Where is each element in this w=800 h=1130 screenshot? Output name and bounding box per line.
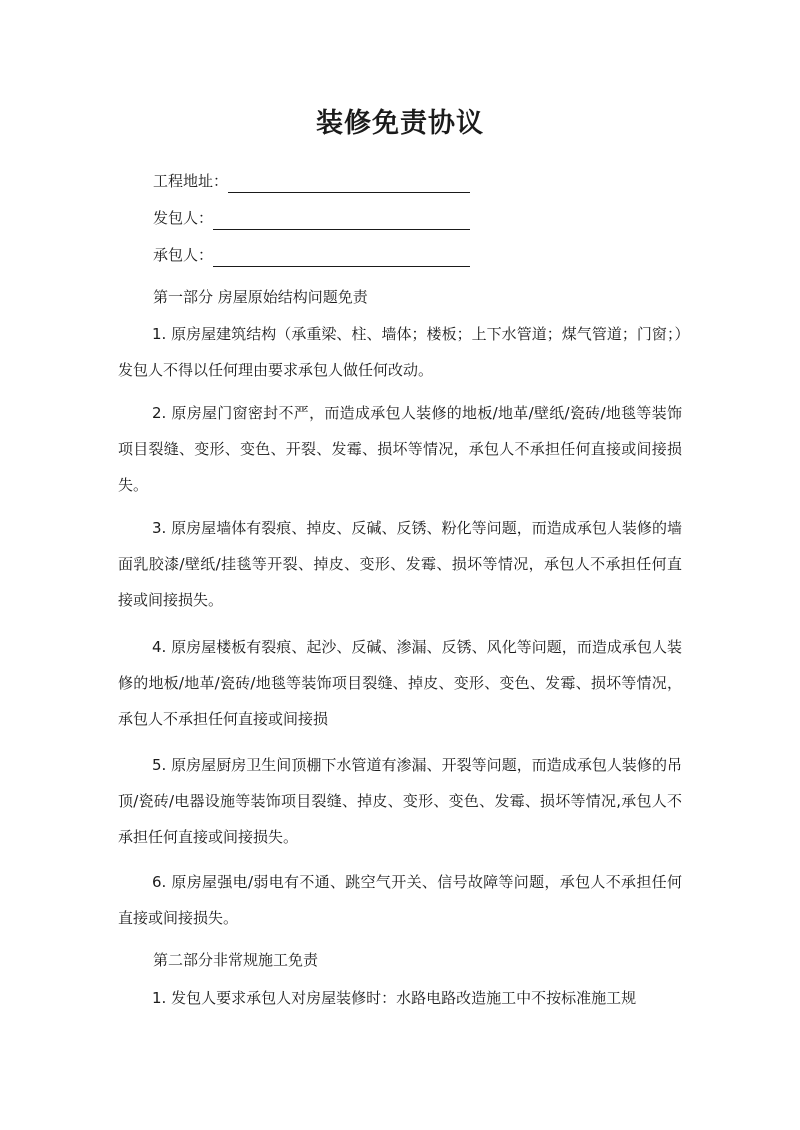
item-text: 发包人要求承包人对房屋装修时：水路电路改造施工中不按标准施工规 (171, 989, 637, 1007)
section1-item-1 (118, 316, 682, 388)
section1-item-3 (118, 510, 682, 618)
item-number: 4. (152, 638, 167, 656)
section1-heading: 第一部分 房屋原始结构问题免责 (153, 288, 368, 306)
section1-item-2 (118, 395, 682, 503)
section1-item-6 (118, 864, 682, 936)
item-number: 6. (152, 873, 167, 891)
contractor-label: 承包人： (153, 246, 214, 264)
item-text: 原房屋墙体有裂痕、掉皮、反碱、反锈、粉化等问题，而造成承包人装修的墙面乳胶漆/壁纸/挂毯等开裂、掉皮、变形、发霉、损坏等情况，承包人不承担任何直接或间接损失。 (118, 519, 682, 609)
section2-item-1 (118, 980, 682, 1016)
section1-item-5 (118, 747, 682, 855)
address-blank-line (228, 174, 470, 193)
document-title: 装修免责协议 (316, 108, 484, 139)
section2-heading: 第二部分非常规施工免责 (153, 951, 319, 969)
contractor-blank-line (213, 248, 470, 267)
item-text: 原房屋强电/弱电有不通、跳空气开关、信号故障等问题，承包人不承担任何直接或间接损失。 (118, 873, 682, 927)
item-number: 2. (152, 404, 167, 422)
item-text: 原房屋门窗密封不严，而造成承包人装修的地板/地革/壁纸/瓷砖/地毯等装饰项目裂缝、变形、变色、开裂、发霉、损坏等情况，承包人不承担任何直接或间接损失。 (118, 404, 682, 494)
item-text: 原房屋建筑结构（承重梁、柱、墙体；楼板；上下水管道；煤气管道；门窗；）发包人不得以任何理由要求承包人做任何改动。 (118, 325, 682, 379)
address-label: 工程地址： (153, 172, 229, 190)
item-number: 1. (152, 989, 167, 1007)
item-text: 原房屋厨房卫生间顶棚下水管道有渗漏、开裂等问题，而造成承包人装修的吊顶/瓷砖/电器设施等装饰项目裂缝、掉皮、变形、变色、发霉、损坏等情况,承包人不承担任何直接或间接损失。 (118, 756, 682, 846)
contractor-field (153, 243, 470, 267)
section1-item-4 (118, 629, 682, 737)
item-number: 3. (152, 519, 167, 537)
client-field (153, 206, 470, 230)
item-text: 原房屋楼板有裂痕、起沙、反碱、渗漏、反锈、风化等问题，而造成承包人装修的地板/地革/瓷砖/地毯等装饰项目裂缝、掉皮、变形、变色、发霉、损坏等情况，承包人不承担任何直接或间接损 (118, 638, 682, 728)
client-blank-line (213, 211, 470, 230)
address-field (153, 169, 470, 193)
item-number: 5. (152, 756, 167, 774)
client-label: 发包人： (153, 209, 214, 227)
item-number: 1. (152, 325, 167, 343)
